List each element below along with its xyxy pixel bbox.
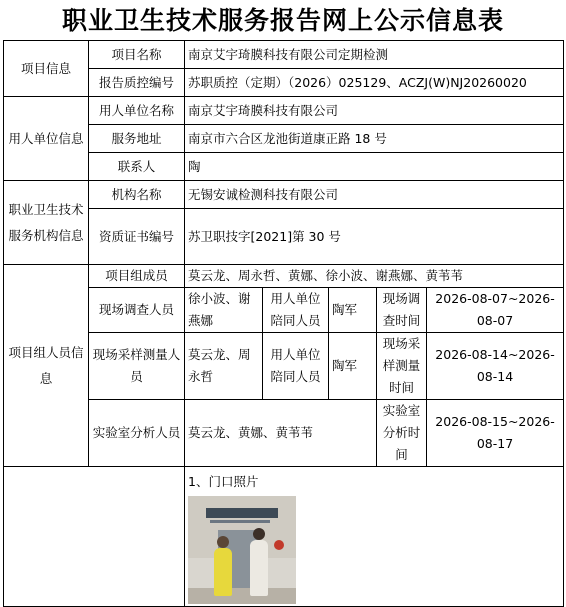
sampling-time-value: 2026-08-14~2026-08-14 — [427, 333, 564, 400]
survey-time-label: 现场调查时间 — [377, 288, 427, 333]
lab-staff-label: 实验室分析人员 — [89, 400, 185, 467]
service-address-value: 南京市六合区龙池街道康正路 18 号 — [185, 125, 564, 153]
employer-name-value: 南京艾宇琦膜科技有限公司 — [185, 97, 564, 125]
sampling-time-label: 现场采样测量时间 — [377, 333, 427, 400]
survey-staff-label: 现场调查人员 — [89, 288, 185, 333]
team-members-value: 莫云龙、周永哲、黄娜、徐小波、谢燕娜、黄苇苇 — [185, 265, 564, 288]
disclosure-table — [3, 40, 564, 607]
photo-cell — [185, 467, 564, 607]
photo-label-cell — [4, 467, 185, 607]
service-address-label: 服务地址 — [89, 125, 185, 153]
report-code-value: 苏职质控（定期）（2026）025129、ACZJ(W)NJ20260020 — [185, 69, 564, 97]
photo-caption: 1、门口照片 — [188, 474, 259, 489]
org-name-value: 无锡安诚检测科技有限公司 — [185, 181, 564, 209]
sampling-escort-label: 用人单位陪同人员 — [263, 333, 329, 400]
survey-escort-value: 陶军 — [329, 288, 377, 333]
section-employer-info: 用人单位信息 — [4, 97, 89, 181]
survey-time-value: 2026-08-07~2026-08-07 — [427, 288, 564, 333]
page-title: 职业卫生技术服务报告网上公示信息表 — [61, 6, 504, 35]
lab-staff-value: 莫云龙、黄娜、黄苇苇 — [185, 400, 377, 467]
contact-value: 陶 — [185, 153, 564, 181]
lab-time-label: 实验室分析时间 — [377, 400, 427, 467]
section-service-org: 职业卫生技术服务机构信息 — [4, 181, 89, 265]
team-members-label: 项目组成员 — [89, 265, 185, 288]
contact-label: 联系人 — [89, 153, 185, 181]
org-name-label: 机构名称 — [89, 181, 185, 209]
report-code-label: 报告质控编号 — [89, 69, 185, 97]
cert-number-label: 资质证书编号 — [89, 209, 185, 265]
cert-number-value: 苏卫职技字[2021]第 30 号 — [185, 209, 564, 265]
employer-name-label: 用人单位名称 — [89, 97, 185, 125]
survey-escort-label: 用人单位陪同人员 — [263, 288, 329, 333]
sampling-staff-value: 莫云龙、周永哲 — [185, 333, 263, 400]
sampling-staff-label: 现场采样测量人员 — [89, 333, 185, 400]
survey-staff-value: 徐小波、谢燕娜 — [185, 288, 263, 333]
section-project-info: 项目信息 — [4, 41, 89, 97]
project-name-value: 南京艾宇琦膜科技有限公司定期检测 — [185, 41, 564, 69]
sampling-escort-value: 陶军 — [329, 333, 377, 400]
project-name-label: 项目名称 — [89, 41, 185, 69]
entrance-photo — [188, 496, 296, 604]
lab-time-value: 2026-08-15~2026-08-17 — [427, 400, 564, 467]
section-team-info: 项目组人员信息 — [4, 265, 89, 467]
